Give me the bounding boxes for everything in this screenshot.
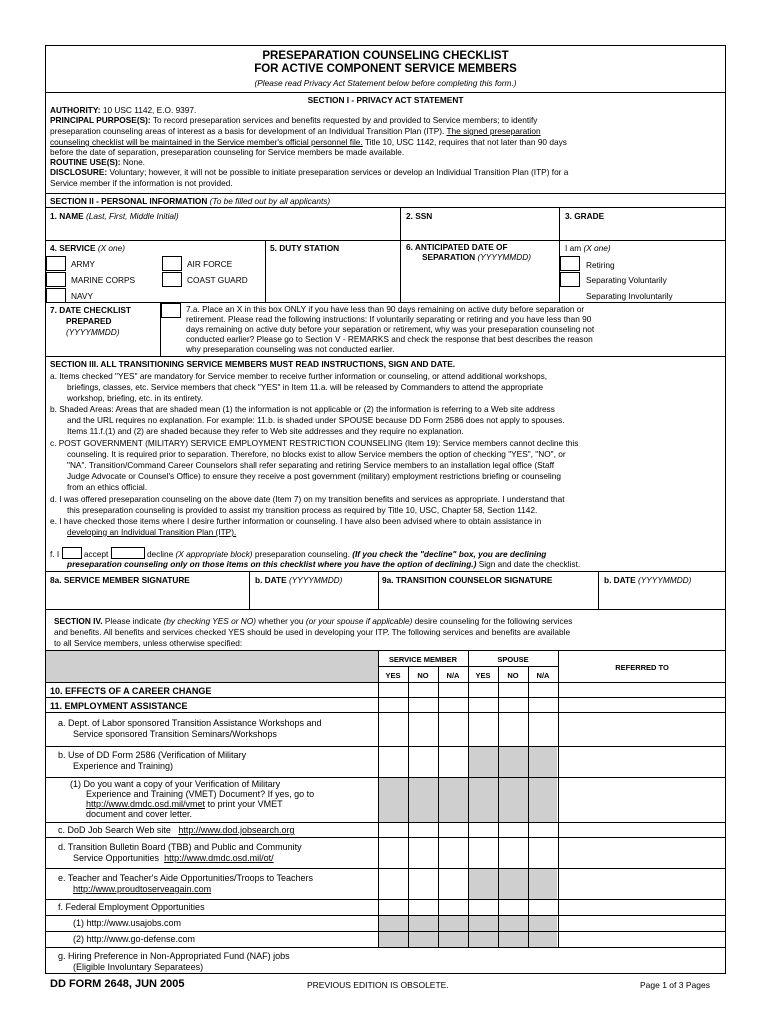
section2-heading: SECTION II - PERSONAL INFORMATION (To be filled out by all applicants) xyxy=(50,196,331,206)
item11f2-label[interactable]: (2) http://www.go-defense.com xyxy=(73,934,196,944)
section4-intro-line3: to all Service members, unless otherwise specified: xyxy=(54,638,243,648)
item11a-line2: Service sponsored Transition Seminars/Workshops xyxy=(73,729,277,739)
army-label: ARMY xyxy=(71,259,95,269)
marine-corps-label: MARINE CORPS xyxy=(71,275,136,285)
col-service-member: SERVICE MEMBER xyxy=(388,655,458,664)
item10-label: 10. EFFECTS OF A CAREER CHANGE xyxy=(50,686,212,696)
separating-voluntarily-label: Separating Voluntarily xyxy=(586,275,667,285)
service-member-signature-field[interactable] xyxy=(46,587,247,607)
grade-label: 3. GRADE xyxy=(565,211,605,221)
navy-checkbox[interactable] xyxy=(46,288,66,303)
purpose-line4: before the date of separation, preseparation counseling for Service members be made available. xyxy=(50,147,405,157)
form-title-line1: PRESEPARATION COUNSELING CHECKLIST xyxy=(262,50,509,62)
name-label: 1. NAME (Last, First, Middle Initial) xyxy=(50,211,179,221)
col-referred-to: REFERRED TO xyxy=(615,663,669,672)
item11g-line2: (Eligible Involuntary Separatees) xyxy=(73,962,204,972)
army-checkbox[interactable] xyxy=(46,256,66,271)
separating-involuntarily-label: Separating Involuntarily xyxy=(586,291,673,301)
section4-intro-line1: SECTION IV. Please indicate (by checking YES or NO) whether you (or your spouse if applicable) desire counseling for the following services xyxy=(54,616,573,626)
separation-date-field[interactable] xyxy=(402,264,557,300)
section1-heading: SECTION I - PRIVACY ACT STATEMENT xyxy=(307,95,464,105)
item7a-line2: retirement. Please read the following instructions: If voluntarily separating or retiring and you have less than 90 xyxy=(186,314,592,324)
air-force-label: AIR FORCE xyxy=(187,259,233,269)
s3-b-line2: and the URL requires no explanation. For example: 11.b. is shaded under SPOUSE because DD Form 2586 does not apply to spouses. xyxy=(67,415,565,425)
item11b1-line4: document and cover letter. xyxy=(86,809,193,819)
coast-guard-checkbox[interactable] xyxy=(162,272,182,287)
counselor-signature-field[interactable] xyxy=(380,587,596,607)
authority-line: AUTHORITY: 10 USC 1142, E.O. 9397. xyxy=(50,105,197,115)
dod-jobsearch-link[interactable]: http://www.dod.jobsearch.org xyxy=(178,825,295,835)
col-sp-na: N/A xyxy=(536,671,550,680)
s3-e-line1: e. I have checked those items where I desire further information or counseling. I have also been advised where to obtain assistance in xyxy=(50,516,542,526)
item7a-line3: days remaining on active duty before your separation or retirement, why was your preseparation counseling not xyxy=(186,324,595,334)
air-force-checkbox[interactable] xyxy=(162,256,182,271)
item11f1-label[interactable]: (1) http://www.usajobs.com xyxy=(73,918,182,928)
routine-line: ROUTINE USE(S): None. xyxy=(50,157,145,167)
name-field[interactable] xyxy=(46,222,398,238)
col-sp-yes: YES xyxy=(475,671,491,680)
col-sm-na: N/A xyxy=(446,671,460,680)
s3-a-line2: briefings, classes, etc. Service members that check "YES" in Item 11.a. will be released by Commanders to attend the appropriate xyxy=(67,382,544,392)
date-8b-field[interactable] xyxy=(251,587,376,607)
iam-label: I am (X one) xyxy=(565,243,611,253)
separating-voluntarily-checkbox[interactable] xyxy=(560,272,580,287)
counselor-signature-label: 9a. TRANSITION COUNSELOR SIGNATURE xyxy=(382,575,553,585)
form-number: DD FORM 2648, JUN 2005 xyxy=(50,978,185,990)
s3-a-line3: workshop, briefing, etc. in its entirety. xyxy=(67,393,203,403)
grade-field[interactable] xyxy=(561,222,724,238)
item11e-link[interactable]: http://www.proudtoserveagain.com xyxy=(73,884,212,894)
date-prepared-label2: PREPARED xyxy=(66,316,112,326)
item11-label: 11. EMPLOYMENT ASSISTANCE xyxy=(50,701,188,711)
s3-f-line2: preseparation counseling only on those items on this checklist where you have the option of declining.) Sign and date the checklist. xyxy=(67,559,581,569)
disclosure-line2: Service member if the information is not provided. xyxy=(50,178,233,188)
date-8b-label: b. DATE (YYYYMMDD) xyxy=(255,575,343,585)
ssn-label: 2. SSN xyxy=(406,211,433,221)
s3-a-line1: a. Items checked "YES" are mandatory for Service member to receive further information or counseling, or attend additional workshops, xyxy=(50,371,548,381)
section4-intro-line2: and benefits. All benefits and services checked YES should be used in developing your ITP. The following services and benefits are available xyxy=(54,627,571,637)
date-9b-field[interactable] xyxy=(600,587,724,607)
item11f-label: f. Federal Employment Opportunities xyxy=(58,902,205,912)
item11b-line2: Experience and Training) xyxy=(73,761,174,771)
item7a-line5: why preseparation counseling was not conducted earlier. xyxy=(186,344,395,354)
s3-c-line3: "NA". Transition/Command Career Counselors shall refer separating and retiring Service members to an installation legal office (Staff xyxy=(67,460,555,470)
col-sm-no: NO xyxy=(417,671,429,680)
item11e-line1: e. Teacher and Teacher's Aide Opportunities/Troops to Teachers xyxy=(58,873,314,883)
item11b-line1: b. Use of DD Form 2586 (Verification of Military xyxy=(58,750,247,760)
item11g-line1: g. Hiring Preference in Non-Appropriated Fund (NAF) jobs xyxy=(58,951,290,961)
s3-e-line2: developing an Individual Transition Plan (ITP). xyxy=(67,527,237,537)
col-sm-yes: YES xyxy=(385,671,401,680)
s3-b-line3: Items 11.f.(1) and (2) are shaded because they refer to Web site addresses and they require no explanation. xyxy=(67,426,464,436)
s3-d-line1: d. I was offered preseparation counseling on the above date (Item 7) on my transition benefits and services as appropriate. I understand that xyxy=(50,494,565,504)
accept-checkbox[interactable] xyxy=(62,547,82,559)
s3-f-line1: f. I accept decline (X appropriate block) preseparation counseling. (If you check the "decline" box, you are declining xyxy=(50,549,547,559)
item11d-line2: Service Opportunities http://www.dmdc.osd.mil/ot/ xyxy=(73,853,274,863)
item11c-label: c. DoD Job Search Web site http://www.dod.jobsearch.org xyxy=(58,825,295,835)
navy-label: NAVY xyxy=(71,291,93,301)
purpose-line3: counseling checklist will be maintained in the Service member's official personnel file. Title 10, USC 1142, requires that not later than 90 days xyxy=(50,137,567,147)
separation-date-label2: SEPARATION (YYYYMMDD) xyxy=(422,252,531,262)
form-title-line2: FOR ACTIVE COMPONENT SERVICE MEMBERS xyxy=(254,63,517,75)
date-prepared-note: (YYYYMMDD) xyxy=(66,327,120,337)
col-sp-no: NO xyxy=(507,671,519,680)
s3-c-line4: Judge Advocate or Counsel's Office) to ensure they receive a post government (military) employment restrictions briefing or counseling xyxy=(67,471,561,481)
previous-edition-note: PREVIOUS EDITION IS OBSOLETE. xyxy=(307,980,449,990)
section3-heading: SECTION III. ALL TRANSITIONING SERVICE MEMBERS MUST READ INSTRUCTIONS, SIGN AND DATE. xyxy=(50,359,456,369)
separation-date-label1: 6. ANTICIPATED DATE OF xyxy=(406,242,508,252)
item11b1-line1: (1) Do you want a copy of your Verification of Military xyxy=(70,779,281,789)
marine-corps-checkbox[interactable] xyxy=(46,272,66,287)
coast-guard-label: COAST GUARD xyxy=(187,275,248,285)
tbb-link[interactable]: http://www.dmdc.osd.mil/ot/ xyxy=(164,853,274,863)
page-number: Page 1 of 3 Pages xyxy=(640,980,710,990)
s3-c-line2: counseling. It is required prior to separation. Therefore, no blocks exist to allow Service members the option of checking "YES", "NO", or xyxy=(67,449,566,459)
purpose-line1: PRINCIPAL PURPOSE(S): To record preseparation services and benefits requested by and provided to Service members; to identify xyxy=(50,115,538,125)
retiring-label: Retiring xyxy=(586,260,615,270)
item11b1-line2: Experience and Training (VMET) Document? If yes, go to xyxy=(86,789,315,799)
s3-c-line5: from an ethics official. xyxy=(67,482,148,492)
item11d-line1: d. Transition Bulletin Board (TBB) and Public and Community xyxy=(58,842,302,852)
s3-c-line1: c. POST GOVERNMENT (MILITARY) SERVICE EMPLOYMENT RESTRICTION COUNSELING (Item 19): Service members cannot decline this xyxy=(50,438,579,448)
ssn-field[interactable] xyxy=(402,222,557,238)
service-member-signature-label: 8a. SERVICE MEMBER SIGNATURE xyxy=(50,575,190,585)
s3-d-line2: this preseparation counseling is provided to assist my transition process as required by Title 10, USC, Chapter 58, Section 1142. xyxy=(67,505,538,515)
duty-station-label: 5. DUTY STATION xyxy=(270,243,340,253)
s3-b-line1: b. Shaded Areas: Areas that are shaded mean (1) the information is not applicable or (2) the information is referring to a Web site address xyxy=(50,404,555,414)
service-label: 4. SERVICE (X one) xyxy=(50,243,126,253)
retiring-checkbox[interactable] xyxy=(560,256,580,271)
col-spouse: SPOUSE xyxy=(497,655,529,664)
decline-checkbox[interactable] xyxy=(111,547,145,559)
less-than-90-days-checkbox[interactable] xyxy=(161,303,181,318)
item11a-line1: a. Dept. of Labor sponsored Transition Assistance Workshops and xyxy=(58,718,322,728)
date-prepared-label1: 7. DATE CHECKLIST xyxy=(50,305,131,315)
duty-station-field[interactable] xyxy=(267,255,397,300)
item11b1-line3: http://www.dmdc.osd.mil/vmet to print your VMET xyxy=(86,799,283,809)
date-9b-label: b. DATE (YYYYMMDD) xyxy=(604,575,692,585)
form-subtitle: (Please read Privacy Act Statement below before completing this form.) xyxy=(254,78,517,88)
disclosure-line1: DISCLOSURE: Voluntary; however, it will not be possible to initiate preseparation services or develop an Individual Transition Plan (ITP) for a xyxy=(50,167,569,177)
purpose-line2: preseparation counseling areas of interest as a basis for development of an Individual Transition Plan (ITP). The signed preseparation xyxy=(50,126,541,136)
item7a-line1: 7.a. Place an X in this box ONLY if you have less than 90 days remaining on active duty before separation or xyxy=(186,304,585,314)
item7a-line4: conducted earlier? Please go to Section V - REMARKS and check the response that best describes the reason xyxy=(186,334,593,344)
